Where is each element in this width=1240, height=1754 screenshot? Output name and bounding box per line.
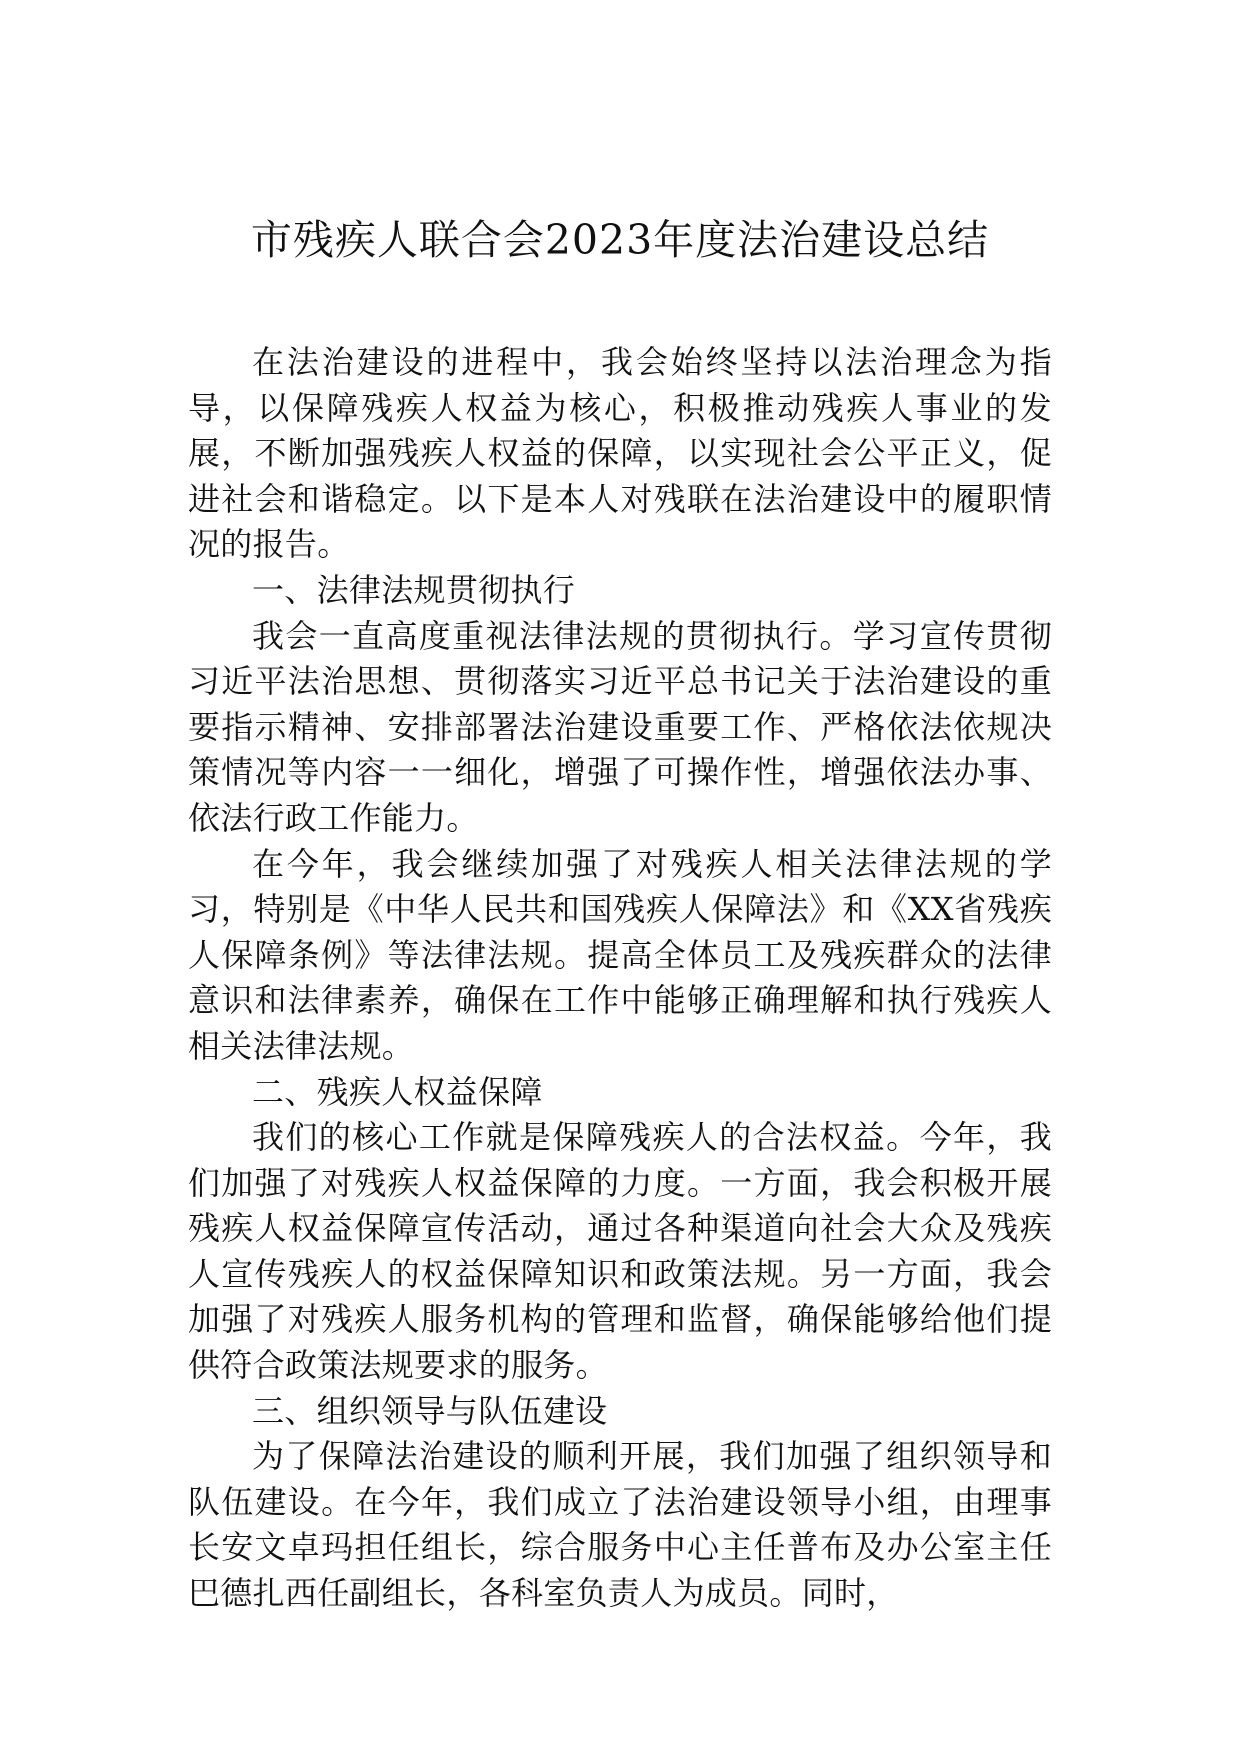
document-title: 市残疾人联合会2023年度法治建设总结	[250, 216, 990, 264]
section-3-paragraph-1: 为了保障法治建设的顺利开展，我们加强了组织领导和队伍建设。在今年，我们成立了法治建设领导小组，由理事长安文卓玛担任组长，综合服务中心主任普布及办公室主任巴德扎西任副组长，各科室负责人为成员。同时，	[188, 1437, 1052, 1613]
section-2-paragraph-1: 我们的核心工作就是保障残疾人的合法权益。今年，我们加强了对残疾人权益保障的力度。一方面，我会积极开展残疾人权益保障宣传活动，通过各种渠道向社会大众及残疾人宣传残疾人的权益保障知识和政策法规。另一方面，我会加强了对残疾人服务机构的管理和监督，确保能够给他们提供符合政策法规要求的服务。	[188, 1118, 1052, 1385]
section-heading-3: 三、组织领导与队伍建设	[252, 1391, 608, 1430]
document-page	[188, 210, 1052, 1617]
section-heading-2: 二、残疾人权益保障	[252, 1072, 543, 1111]
section-heading-1: 一、法律法规贯彻执行	[252, 570, 576, 609]
section-1-paragraph-2: 在今年，我会继续加强了对残疾人相关法律法规的学习，特别是《中华人民共和国残疾人保障法》和《XX省残疾人保障条例》等法律法规。提高全体员工及残疾群众的法律意识和法律素养，确保在工作中能够正确理解和执行残疾人相关法律法规。	[188, 844, 1052, 1065]
intro-paragraph: 在法治建设的进程中，我会始终坚持以法治理念为指导，以保障残疾人权益为核心，积极推动残疾人事业的发展，不断加强残疾人权益的保障，以实现社会公平正义，促进社会和谐稳定。以下是本人对残联在法治建设中的履职情况的报告。	[188, 343, 1052, 564]
document-body	[188, 340, 1052, 1617]
section-1-paragraph-1: 我会一直高度重视法律法规的贯彻执行。学习宣传贯彻习近平法治思想、贯彻落实习近平总书记关于法治建设的重要指示精神、安排部署法治建设重要工作、严格依法依规决策情况等内容一一细化，增强了可操作性，增强依法办事、依法行政工作能力。	[188, 616, 1052, 837]
